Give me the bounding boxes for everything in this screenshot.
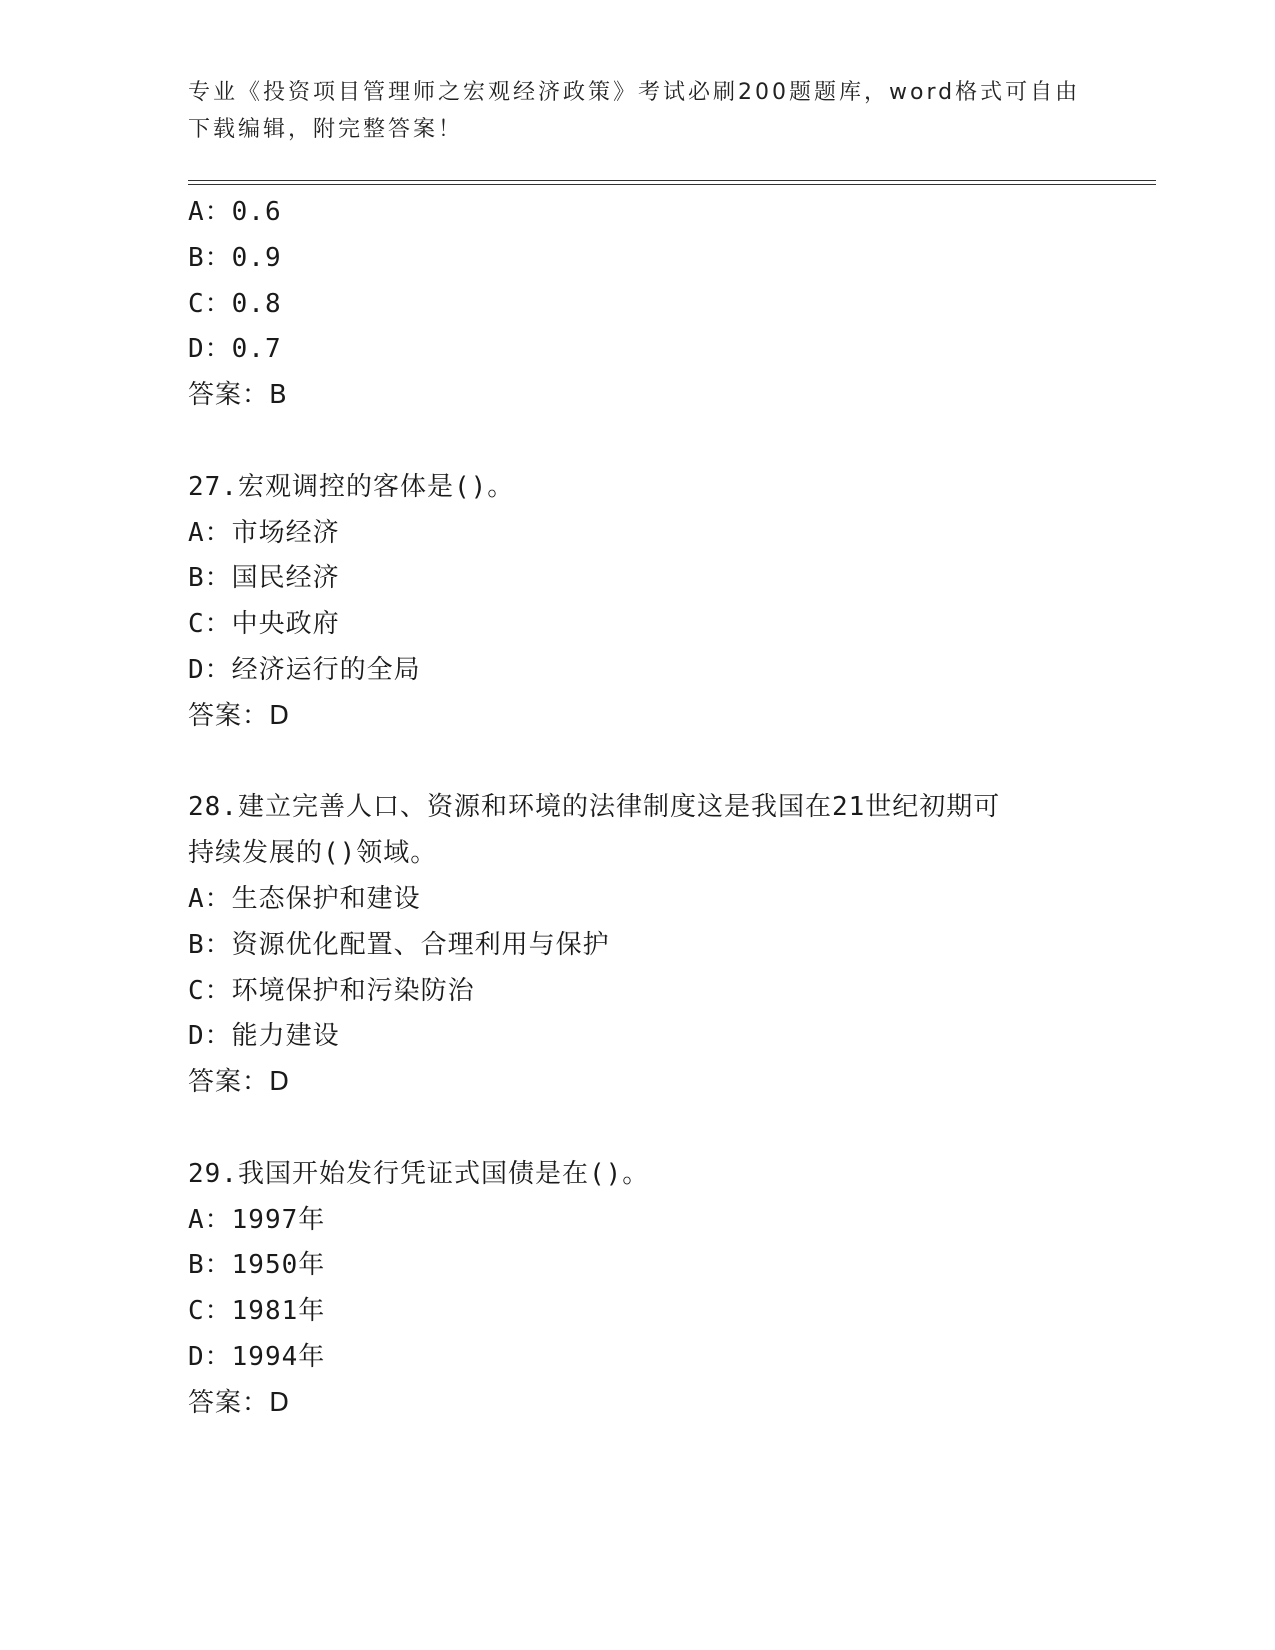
option-d: D：经济运行的全局	[188, 654, 421, 685]
option-b: B：资源优化配置、合理利用与保护	[188, 929, 610, 960]
option-c: C：中央政府	[188, 609, 340, 640]
question-29	[188, 1152, 1088, 1427]
option-d: D：1994年	[188, 1341, 326, 1372]
spacer	[188, 740, 1088, 786]
option-c: C：环境保护和污染防治	[188, 975, 475, 1006]
option-c: C：0.8	[188, 288, 282, 319]
header-line-2: 下载编辑，附完整答案！	[188, 117, 464, 142]
answer: 答案：B	[188, 380, 288, 411]
question-stem-line-1: 28.建立完善人口、资源和环境的法律制度这是我国在21世纪初期可	[188, 792, 1001, 823]
option-a: A：生态保护和建设	[188, 883, 421, 914]
question-27	[188, 465, 1088, 740]
question-26	[188, 190, 1088, 419]
option-c: C：1981年	[188, 1296, 326, 1327]
question-stem: 29.我国开始发行凭证式国债是在()。	[188, 1158, 650, 1189]
question-stem-line-2: 持续发展的()领域。	[188, 838, 438, 869]
option-b: B：1950年	[188, 1250, 326, 1281]
option-d: D：能力建设	[188, 1021, 340, 1052]
option-a: A：市场经济	[188, 517, 340, 548]
answer: 答案：D	[188, 1067, 291, 1098]
question-list	[188, 190, 1088, 1427]
spacer	[188, 1106, 1088, 1152]
header-divider-bottom	[188, 184, 1156, 185]
answer: 答案：D	[188, 700, 291, 731]
option-a: A：0.6	[188, 197, 282, 227]
option-d: D：0.7	[188, 334, 282, 365]
option-b: B：0.9	[188, 242, 282, 273]
question-28	[188, 785, 1088, 1106]
header-line-1: 专业《投资项目管理师之宏观经济政策》考试必刷200题题库，word格式可自由	[188, 80, 1081, 105]
question-stem: 27.宏观调控的客体是()。	[188, 471, 515, 502]
document-header	[188, 74, 1088, 148]
header-divider-top	[188, 180, 1156, 181]
spacer	[188, 419, 1088, 465]
option-a: A：1997年	[188, 1204, 326, 1235]
answer: 答案：D	[188, 1387, 291, 1418]
option-b: B：国民经济	[188, 563, 340, 594]
